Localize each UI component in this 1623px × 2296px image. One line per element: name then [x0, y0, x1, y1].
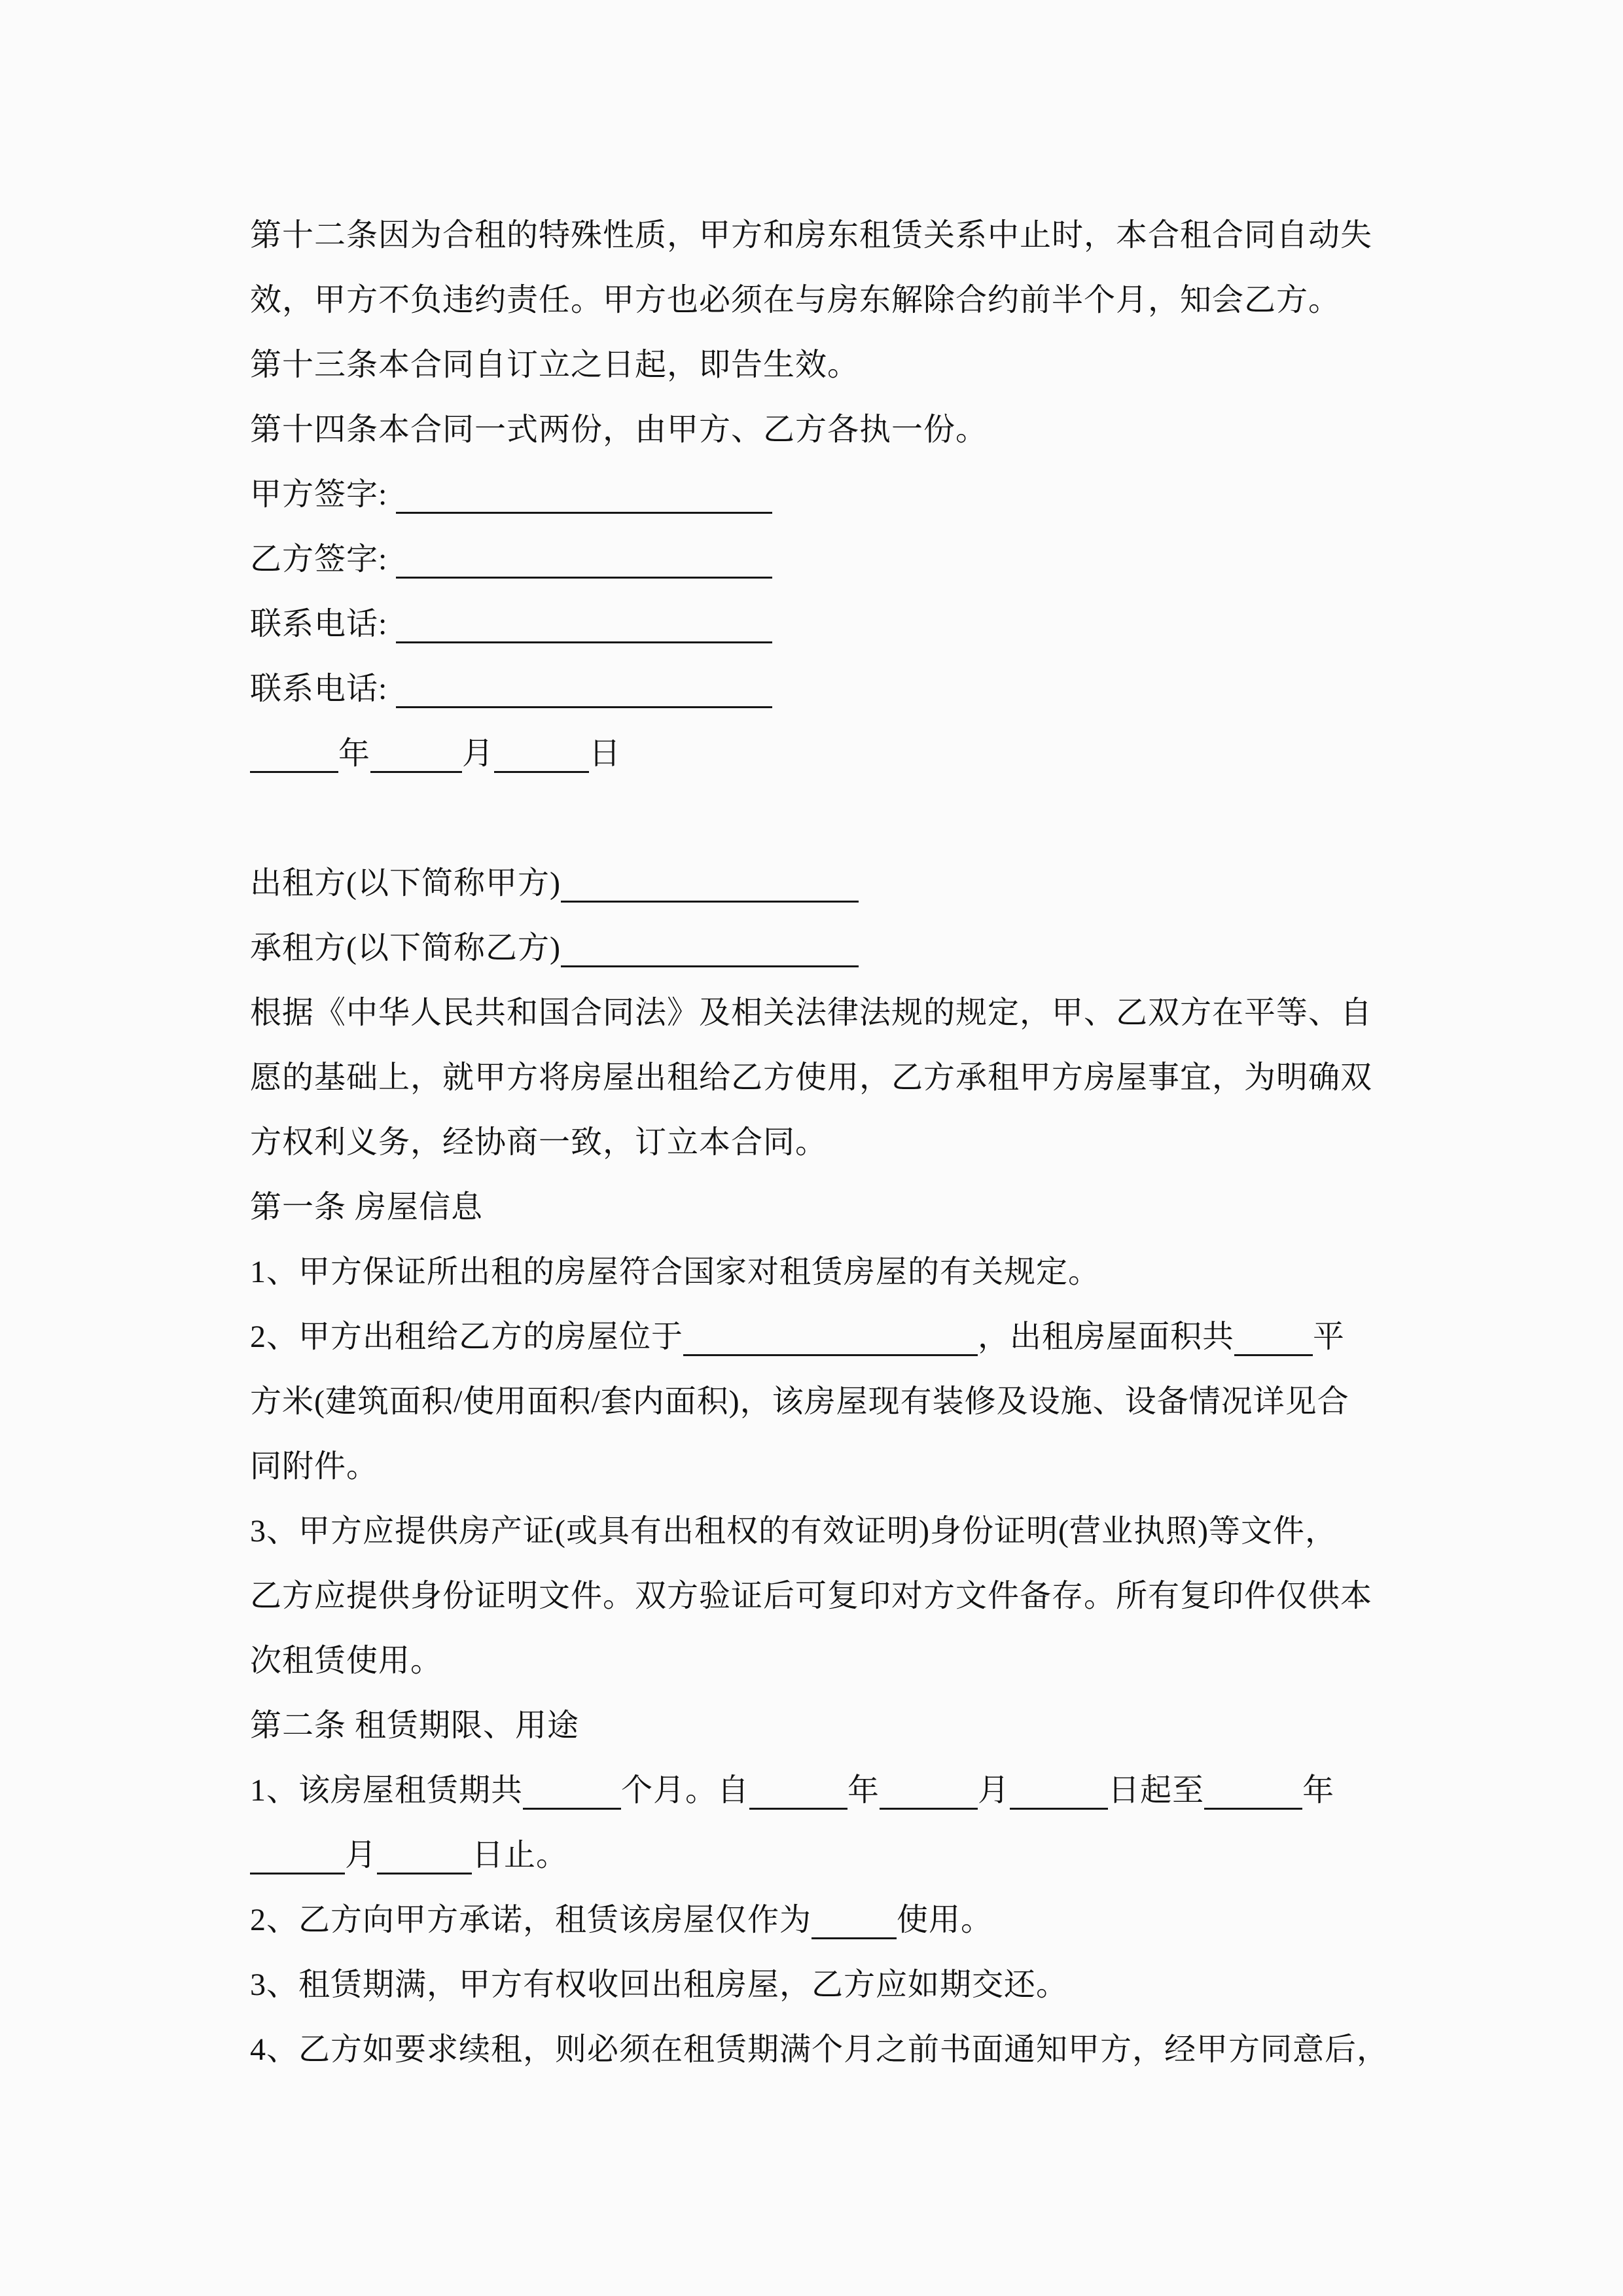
- text-run: 第十二条因为合租的特殊性质，甲方和房东租赁关系中止时，本合租合同自动失: [250, 218, 1373, 253]
- blank-field: [396, 706, 772, 708]
- contract-line: [250, 1175, 1369, 1240]
- text-run: 2、甲方出租给乙方的房屋位于: [250, 1319, 684, 1354]
- text-run: 1、甲方保证所出租的房屋符合国家对租赁房屋的有关规定。: [250, 1255, 1101, 1289]
- text-run: 乙方应提供身份证明文件。双方验证后可复印对方文件备存。所有复印件仅供本: [250, 1579, 1373, 1613]
- contract-line: [250, 1628, 1369, 1693]
- text-run: 次租赁使用。: [250, 1643, 443, 1678]
- contract-text-block: [250, 203, 1389, 2082]
- blank-field: [377, 1873, 472, 1874]
- contract-line: [250, 268, 1369, 332]
- contract-line: [250, 1823, 1369, 1888]
- contract-line: [250, 592, 1369, 656]
- blank-field: [494, 771, 589, 773]
- blank-field: [370, 771, 462, 773]
- contract-line: [250, 1240, 1369, 1304]
- text-run: 同附件。: [250, 1449, 379, 1484]
- text-run: 年: [338, 736, 371, 771]
- blank-field: [561, 965, 859, 967]
- text-run: 日起至: [1108, 1773, 1205, 1808]
- text-run: 甲方签字:: [250, 477, 397, 512]
- contract-line: [250, 1110, 1369, 1175]
- contract-line: [250, 851, 1369, 916]
- text-run: 第二条 租赁期限、用途: [250, 1708, 580, 1743]
- text-run: 月: [345, 1838, 378, 1873]
- text-run: 联系电话:: [250, 672, 397, 706]
- blank-field: [396, 577, 772, 579]
- text-run: 日止。: [472, 1838, 569, 1873]
- contract-line: [250, 332, 1369, 397]
- blank-field: [880, 1808, 978, 1810]
- blank-field: [812, 1937, 897, 1939]
- blank-field: [561, 901, 859, 903]
- contract-line: [250, 1758, 1369, 1823]
- contract-line: [250, 527, 1369, 592]
- blank-field: [1204, 1808, 1302, 1810]
- text-run: 方权利义务，经协商一致，订立本合同。: [250, 1125, 828, 1160]
- contract-line: [250, 656, 1369, 721]
- contract-line: [250, 397, 1369, 462]
- blank-field: [1010, 1808, 1108, 1810]
- text-run: 出租方(以下简称甲方): [250, 866, 561, 901]
- contract-line: [250, 1434, 1369, 1499]
- blank-line: [250, 786, 1369, 851]
- text-run: 日: [589, 736, 622, 771]
- contract-line: [250, 1369, 1369, 1434]
- text-run: 年: [1302, 1773, 1335, 1808]
- blank-field: [1234, 1354, 1313, 1356]
- contract-line: [250, 1952, 1369, 2017]
- contract-line: [250, 1304, 1369, 1369]
- text-run: 年: [847, 1773, 880, 1808]
- text-run: 3、甲方应提供房产证(或具有出租权的有效证明)身份证明(营业执照)等文件，: [250, 1514, 1337, 1549]
- text-run: 联系电话:: [250, 607, 397, 641]
- blank-field: [396, 512, 772, 514]
- contract-line: [250, 916, 1369, 980]
- text-run: 使用。: [897, 1903, 993, 1937]
- text-run: 3、租赁期满，甲方有权收回出租房屋，乙方应如期交还。: [250, 1967, 1069, 2002]
- blank-field: [396, 641, 772, 643]
- contract-line: [250, 1888, 1369, 1952]
- contract-line: [250, 2017, 1389, 2082]
- contract-line: [250, 721, 1369, 786]
- text-run: 第一条 房屋信息: [250, 1190, 484, 1225]
- text-run: 第十四条本合同一式两份，由甲方、乙方各执一份。: [250, 412, 988, 447]
- text-run: 根据《中华人民共和国合同法》及相关法律法规的规定，甲、乙双方在平等、自: [250, 996, 1373, 1030]
- contract-line: [250, 980, 1373, 1045]
- blank-field: [250, 771, 338, 773]
- blank-field: [523, 1808, 621, 1810]
- blank-field: [250, 1873, 345, 1874]
- contract-line: [250, 1499, 1369, 1564]
- text-run: 方米(建筑面积/使用面积/套内面积)，该房屋现有装修及设施、设备情况详见合: [250, 1384, 1349, 1419]
- contract-line: [250, 462, 1369, 527]
- text-run: 愿的基础上，就甲方将房屋出租给乙方使用，乙方承租甲方房屋事宜，为明确双: [250, 1060, 1373, 1095]
- blank-field: [749, 1808, 847, 1810]
- text-run: 1、该房屋租赁期共: [250, 1773, 524, 1808]
- contract-line: [250, 1045, 1373, 1110]
- text-run: 平: [1313, 1319, 1346, 1354]
- blank-field: [683, 1354, 978, 1356]
- text-run: 4、乙方如要求续租，则必须在租赁期满个月之前书面通知甲方，经甲方同意后，: [250, 2032, 1389, 2067]
- text-run: 月: [462, 736, 495, 771]
- text-run: 承租方(以下简称乙方): [250, 931, 561, 965]
- text-run: 乙方签字:: [250, 542, 397, 577]
- text-run: 效，甲方不负违约责任。甲方也必须在与房东解除合约前半个月，知会乙方。: [250, 283, 1341, 317]
- text-run: ，出租房屋面积共: [978, 1319, 1235, 1354]
- contract-line: [250, 203, 1373, 268]
- contract-line: [250, 1564, 1373, 1628]
- contract-line: [250, 1693, 1369, 1758]
- text-run: 2、乙方向甲方承诺，租赁该房屋仅作为: [250, 1903, 812, 1937]
- text-run: 月: [978, 1773, 1010, 1808]
- text-run: 第十三条本合同自订立之日起，即告生效。: [250, 348, 860, 382]
- text-run: 个月。自: [621, 1773, 750, 1808]
